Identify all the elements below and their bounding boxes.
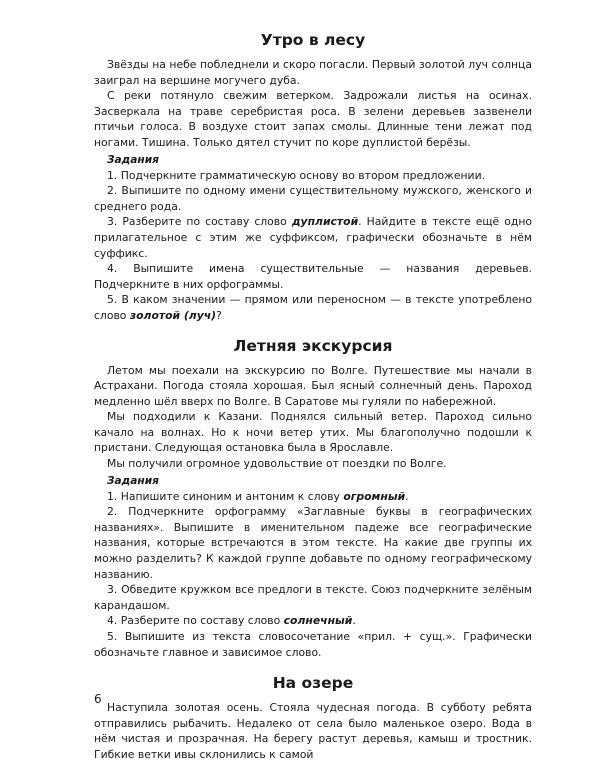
paragraph: Наступила золотая осень. Стояла чудесная погода. В субботу ребята отправились рыбачить. Недалеко от села было маленькое озеро. Вода в нём чистая и прозрачная. На берегу растут деревья, камыш и тростник. Гибкие ветки ивы склонились к самой: [94, 701, 532, 761]
section-letnyaya-ekskursiya: [94, 336, 532, 661]
section-title: Утро в лесу: [260, 31, 366, 49]
highlighted-word: золотой (луч): [129, 308, 217, 322]
task-text: 4. Разберите по составу слово: [107, 614, 284, 628]
task-text: 3. Разберите по составу слово: [107, 215, 292, 229]
task-item: 1. Подчеркните грамматическую основу во втором предложении.: [107, 168, 486, 182]
tasks-heading: Задания: [107, 153, 159, 166]
task-item: [94, 214, 532, 261]
highlighted-word: солнечный: [283, 614, 353, 628]
paragraph: Мы получили огромное удовольствие от поездки по Волге.: [107, 457, 447, 471]
section-title: На озере: [272, 674, 354, 693]
task-item: 2. Выпишите по одному имени существительному мужского, женского и среднего рода.: [94, 184, 532, 213]
paragraph: С реки потянуло свежим ветерком. Задрожали листья на осинах. Засверкала на траве серебристая роса. В зелени деревьев зазвенели птичьи голоса. В воздухе стоит запах смолы. Длинные тени лежат под ногами. Тишина. Только дятел стучит по коре дуплистой берёзы.: [94, 89, 532, 149]
task-text: ?: [216, 308, 222, 322]
highlighted-word: огромный: [343, 489, 406, 503]
task-item: [94, 489, 532, 505]
section-title: Летняя экскурсия: [233, 336, 393, 355]
task-item: [94, 613, 532, 629]
paragraph: Летом мы поехали на экскурсию по Волге. Путешествие мы начали в Астрахани. Погода стояла хорошая. Был ясный солнечный день. Пароход медленно шёл вверх по Волге. В Саратове мы гуляли по набережной.: [94, 363, 532, 408]
task-item: 2. Подчеркните орфограмму «Заглавные буквы в географических названиях». Выпишите в именительном падеже все географические названия, которые встречаются в этом тексте. На какие две группы их можно разделить? К каждой группе добавьте по одному географическому названию.: [94, 505, 532, 581]
highlighted-word: дуплистой: [291, 215, 359, 229]
task-item: 3. Обведите кружком все предлоги в тексте. Союз подчеркните зелёным карандашом.: [94, 583, 532, 612]
paragraph: Мы подходили к Казани. Поднялся сильный ветер. Пароход сильно качало на волнах. Но к ночи ветер утих. Мы благополучно подошли к пристани. Следующая остановка была в Ярославле.: [94, 410, 532, 455]
task-text: 5. В каком значении — прямом или переносном — в тексте употреблено слово: [94, 293, 532, 322]
page-number: 6: [94, 692, 102, 706]
task-item: [94, 292, 532, 323]
section-na-ozere: [94, 673, 532, 762]
task-text: .: [405, 489, 409, 503]
page-content: [94, 30, 532, 763]
tasks-heading: Задания: [107, 474, 159, 487]
task-text: . Найдите в тексте ещё одно прилагательное с этим же суффиксом, графически обозначьте в нём суффикс.: [94, 215, 532, 260]
paragraph: Звёзды на небе побледнели и скоро погасли. Первый золотой луч солнца заиграл на вершине могучего дуба.: [94, 58, 532, 87]
task-text: 1. Напишите синоним и антоним к слову: [107, 489, 344, 503]
section-utro-v-lesu: [94, 30, 532, 324]
task-text: .: [352, 614, 356, 628]
task-item: 5. Выпишите из текста словосочетание «прил. + сущ.». Графически обозначьте главное и зависимое слово.: [94, 630, 532, 659]
task-item: 4. Выпишите имена существительные — названия деревьев. Подчеркните в них орфограммы.: [94, 262, 532, 291]
